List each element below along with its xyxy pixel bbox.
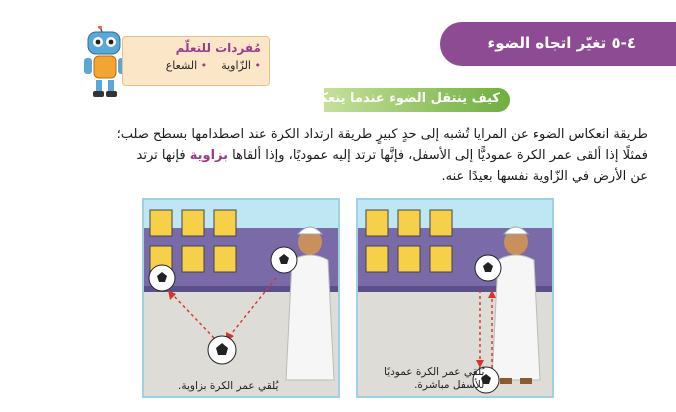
vocab-item: • الشعاع bbox=[166, 59, 207, 72]
soccer-ball-icon bbox=[271, 247, 297, 273]
highlight-word: بزاوية bbox=[189, 148, 229, 163]
illustration-vertical-bounce bbox=[356, 198, 554, 398]
soccer-ball-icon bbox=[149, 265, 175, 291]
caption-angled: يُلقي عمر الكرة بزاوية. bbox=[178, 380, 279, 392]
vocab-title: مُفردات للتعلّم bbox=[175, 41, 261, 55]
illustration-angled-bounce bbox=[142, 198, 340, 398]
body-line: طريقة انعكاس الضوء عن المرايا تُشبه إلى حدٍ كبيرٍ طريقة ارتداد الكرة عند اصطدامها بسطح صلب؛ bbox=[116, 127, 648, 142]
vocab-item: • الزّاوية bbox=[221, 59, 261, 72]
body-line: عن الأرض في الزّاوية نفسها بعيدًا عنه. bbox=[441, 169, 648, 184]
soccer-ball-icon bbox=[475, 255, 501, 281]
caption-line: يُلقي عمر الكرة عموديًا bbox=[384, 366, 485, 378]
vocab-list bbox=[131, 59, 261, 72]
body-line-part: فمثلًا إذا ألقى عمر الكرة عموديًّا إلى الأسفل، فإنَّها ترتد إليه عموديًا، وإذا ألقاها bbox=[228, 148, 648, 163]
body-line bbox=[58, 145, 648, 166]
caption-line: للأسفل مباشرة. bbox=[414, 379, 485, 391]
soccer-ball-icon bbox=[208, 336, 236, 364]
question-text: كيف ينتقل الضوء عندما ينعكس؟ bbox=[294, 91, 500, 106]
caption-vertical bbox=[384, 366, 484, 392]
body-paragraph bbox=[58, 124, 648, 187]
section-title: ٤-٥ تغيّر اتجاه الضوء bbox=[487, 34, 636, 52]
body-line-part: فإنها ترتد bbox=[136, 148, 190, 163]
vocab-box bbox=[122, 36, 270, 86]
